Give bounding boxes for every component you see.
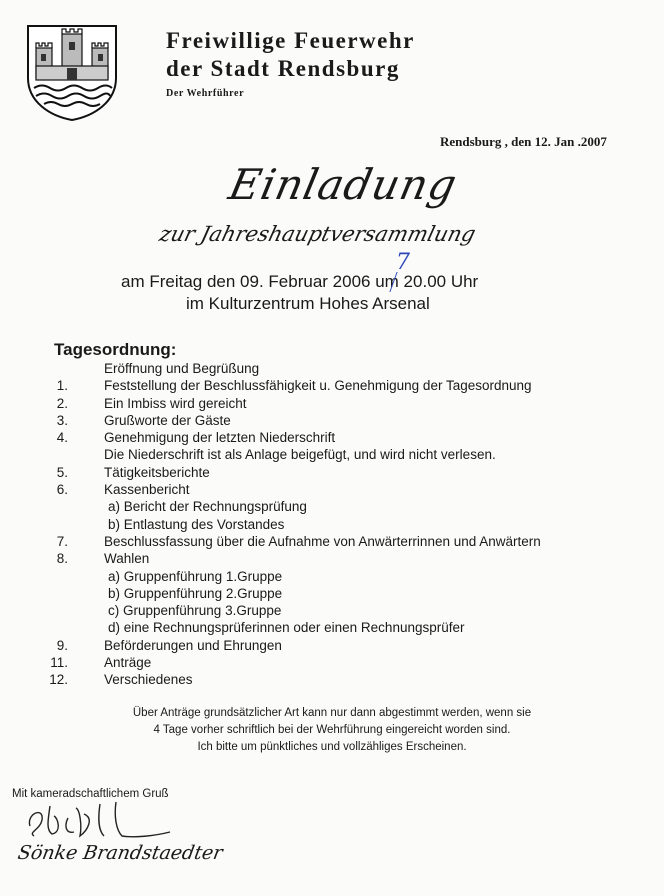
agenda-item-text: Verschiedenes	[104, 672, 193, 688]
event-date-time	[121, 272, 478, 292]
org-name-line1: Freiwillige Feuerwehr	[166, 28, 415, 53]
handwritten-correction: 7	[396, 250, 410, 275]
dateline: Rendsburg , den 12. Jan .2007	[440, 134, 607, 149]
agenda-item-text: Beförderungen und Ehrungen	[104, 637, 282, 653]
agenda-item	[0, 361, 664, 378]
agenda-item	[0, 396, 664, 413]
agenda-item	[0, 430, 664, 447]
agenda-item	[0, 413, 664, 430]
agenda-item	[0, 551, 664, 568]
agenda-item-number: 1.	[56, 378, 68, 394]
agenda-item	[0, 482, 664, 499]
agenda-item-text: d) eine Rechnungsprüferinnen oder einen Rechnungsprüfer	[108, 620, 465, 636]
agenda-item-text: Eröffnung und Begrüßung	[104, 361, 260, 376]
agenda-list	[0, 361, 664, 690]
agenda-item-text: Grußworte der Gäste	[104, 412, 231, 428]
org-name-line2: der Stadt Rendsburg	[166, 56, 400, 81]
agenda-item-number: 8.	[56, 551, 68, 567]
agenda-item-text: b) Entlastung des Vorstandes	[108, 516, 285, 532]
agenda-item-text: Genehmigung der letzten Niederschrift	[104, 430, 336, 446]
handwritten-signature	[24, 796, 174, 842]
agenda-heading: Tagesordnung:	[54, 340, 177, 359]
agenda-item-text: c) Gruppenführung 3.Gruppe	[108, 603, 282, 619]
signatory-name: Sönke Brandstaedter	[16, 842, 225, 864]
agenda-item-text: b) Gruppenführung 2.Gruppe	[108, 585, 283, 601]
agenda-item	[0, 517, 664, 534]
agenda-item-text: Anträge	[104, 655, 152, 671]
footer-line: Ich bitte um pünktliches und vollzähliges Erscheinen.	[197, 741, 467, 753]
agenda-item-number: 9.	[56, 637, 68, 653]
agenda-item-number: 2.	[56, 395, 68, 411]
agenda-item	[0, 672, 664, 689]
org-role: Der Wehrführer	[166, 88, 245, 99]
agenda-item	[0, 638, 664, 655]
agenda-item	[0, 465, 664, 482]
agenda-item-text: Wahlen	[104, 551, 150, 567]
agenda-item-number: 12.	[49, 672, 68, 688]
agenda-item-number: 7.	[56, 533, 68, 549]
agenda-item-text: a) Bericht der Rechnungsprüfung	[108, 499, 307, 515]
agenda-item	[0, 447, 664, 464]
agenda-item	[0, 620, 664, 637]
agenda-item	[0, 655, 664, 672]
footer-line: Über Anträge grundsätzlicher Art kann nur dann abgestimmt werden, wenn sie	[132, 707, 532, 719]
agenda-item-text: a) Gruppenführung 1.Gruppe	[108, 568, 283, 584]
agenda-item-text: Ein Imbiss wird gereicht	[104, 395, 247, 411]
agenda-item-number: 5.	[56, 464, 68, 480]
agenda-item-text: Beschlussfassung über die Aufnahme von Anwärterrinnen und Anwärtern	[104, 533, 541, 549]
agenda-item	[0, 534, 664, 551]
agenda-item-number: 4.	[56, 430, 68, 446]
agenda-item	[0, 378, 664, 395]
document-title: Einladung	[224, 160, 462, 209]
footer-notice	[0, 705, 664, 756]
agenda-item	[0, 499, 664, 516]
agenda-item-number: 3.	[56, 412, 68, 428]
event-time: um 20.00 Uhr	[370, 272, 479, 291]
document-subtitle: zur Jahreshauptversammlung	[157, 222, 479, 246]
agenda-item-text: Feststellung der Beschlussfähigkeit u. Genehmigung der Tagesordnung	[104, 378, 532, 394]
agenda-item-number: 6.	[56, 482, 68, 498]
event-date-prefix: am Freitag den 09. Februar 200	[121, 272, 362, 291]
agenda-item	[0, 603, 664, 620]
event-location: im Kulturzentrum Hohes Arsenal	[186, 294, 430, 313]
coat-of-arms-logo	[22, 22, 122, 122]
agenda-item-text: Tätigkeitsberichte	[104, 464, 210, 480]
agenda-item-number: 11.	[50, 655, 68, 671]
agenda-item	[0, 569, 664, 586]
agenda-item-text: Die Niederschrift ist als Anlage beigefügt, und wird nicht verlesen.	[104, 447, 496, 463]
event-year-digit: 6	[361, 272, 371, 291]
footer-line: 4 Tage vorher schriftlich bei der Wehrführung eingereicht worden sind.	[153, 724, 511, 736]
agenda-item-text: Kassenbericht	[104, 482, 190, 498]
closing-greeting: Mit kameradschaftlichem Gruß	[12, 788, 169, 800]
agenda-item	[0, 586, 664, 603]
